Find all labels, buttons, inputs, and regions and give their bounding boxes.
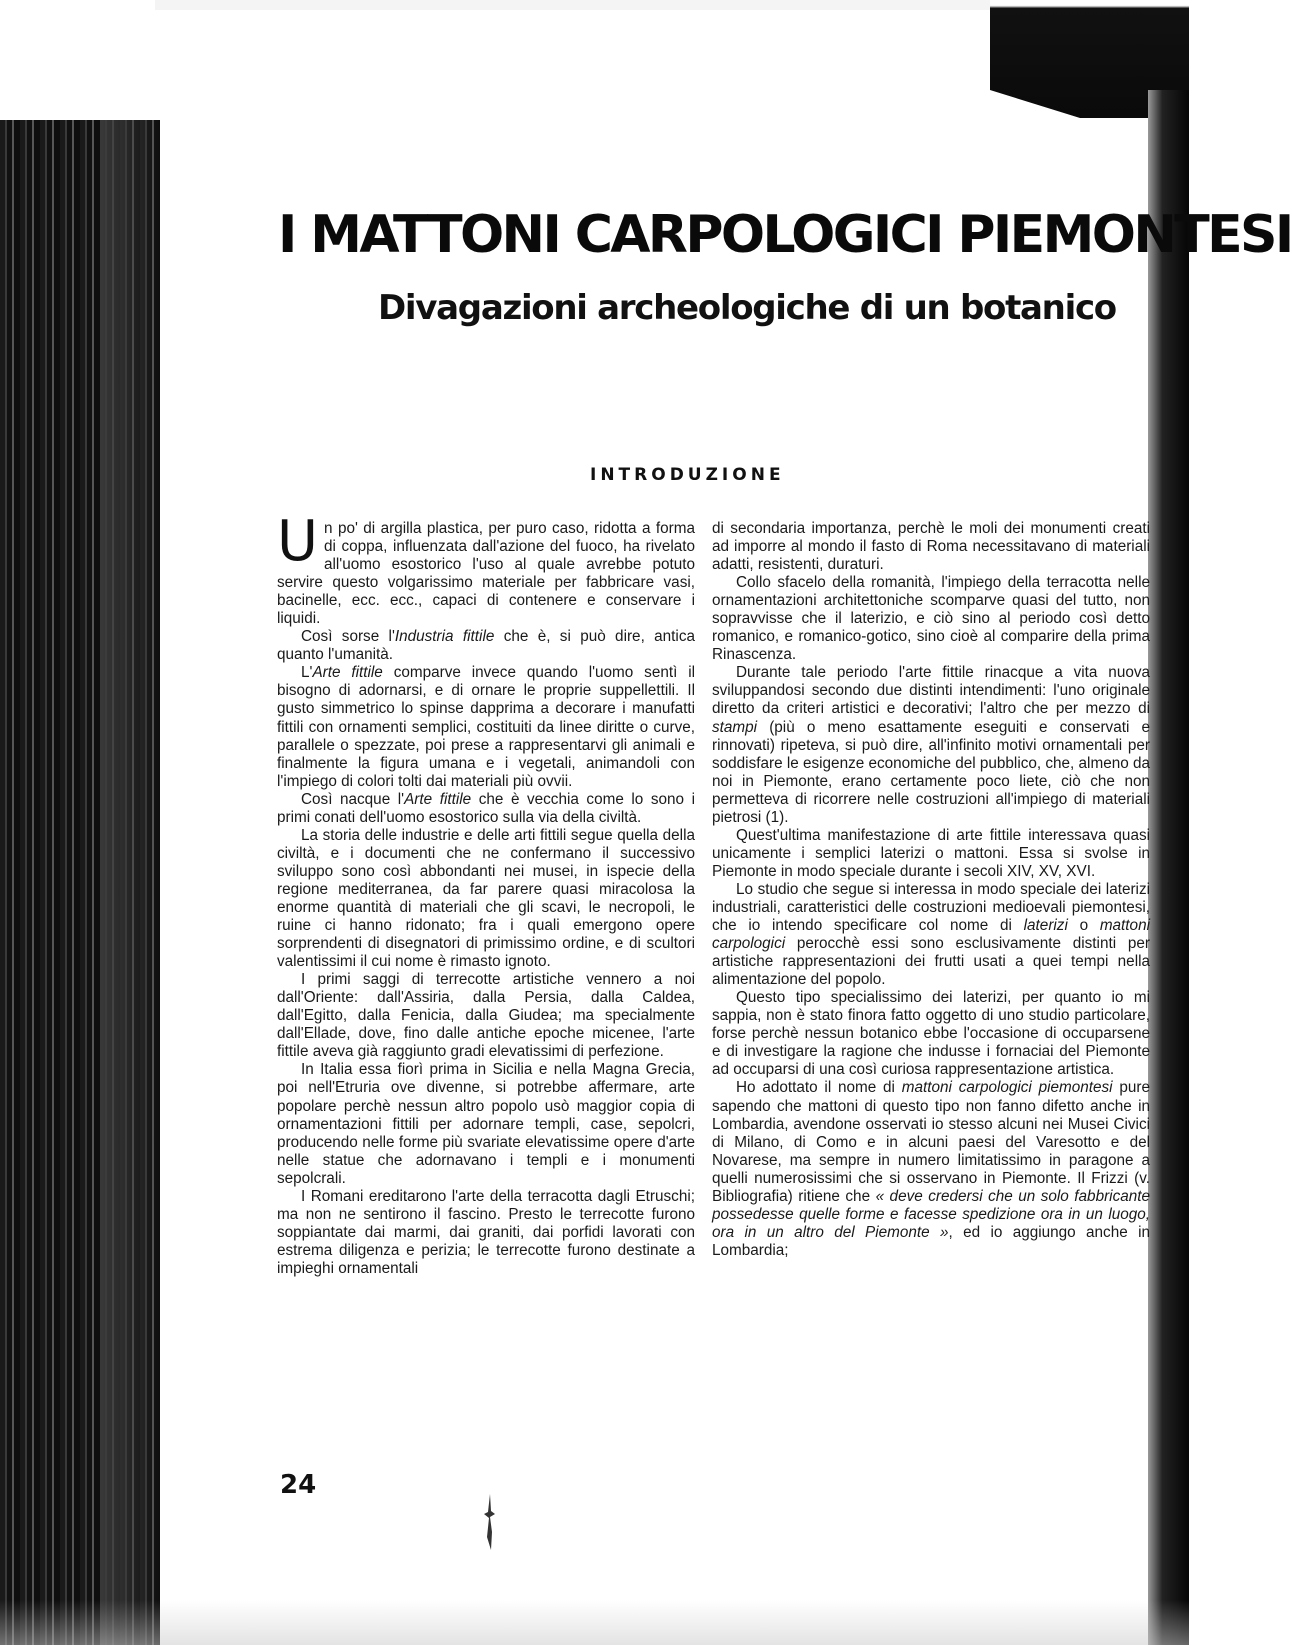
paragraph: La storia delle industrie e delle arti fittili segue quella della civiltà, e i documenti che ne confermano il successivo sviluppo sono così abbondanti nei musei, in ispecie della regione mediterranea, da far parere quasi miracolosa la enorme quantità di materiali che gli scavi, le necropoli, le ruine ci hanno ridonato; fra i quali emergono opere sorprendenti di disegnatori di primissimo ordine, e di scultori valentissimi il cui nome è rimasto ignoto. [277,826,695,971]
page-title: I MATTONI CARPOLOGICI PIEMONTESI [278,205,1292,265]
paragraph: Questo tipo specialissimo dei laterizi, per quanto io mi sappia, non è stato finora fatto oggetto di uno studio particolare, forse perchè nessun botanico ebbe l'occasione di occuparsene e di investigare la ragione che indusse i fornaciai del Piemonte ad occuparsi di una così curiosa rappresentazione artistica. [712,989,1150,1079]
paragraph-text: Così sorse l' [301,628,395,646]
scan-margin [0,0,160,135]
italic-term: mattoni carpologici piemontesi [901,1079,1113,1097]
scan-shadow [120,0,1189,118]
page-edge-shadow [1148,90,1189,1645]
italic-term: Industria fittile [394,628,495,646]
paragraph [277,509,695,628]
paragraph: In Italia essa fiorì prima in Sicilia e nella Magna Grecia, poi nell'Etruria ove divenne, si potrebbe affermare, arte popolare perchè nessun altro popolo usò maggior copia di ornamentazioni fittili per adornare templi, case, sepolcri, producendo nelle forme più svariate elevatissime opere d'arte nelle statue che adornavano i templi e i monumenti sepolcrali. [277,1061,695,1187]
paragraph: di secondaria importanza, perchè le moli dei monumenti creati ad imporre al mondo il fasto di Roma necessitavano di materiali adatti, resistenti, duraturi. [712,520,1150,574]
left-column [277,509,696,1278]
paragraph-text: L' [301,664,313,682]
paragraph-text: (più o meno esattamente eseguiti e conservati e rinnovati) ripeteva, si può dire, all'infinito motivi ornamentali per soddisfare le esigenze economiche del pubblico, che, almeno da noi in Piemonte, erano certamente poco liete, ciò che non permetteva di ricorrere nelle costruzioni all'impiego di materiali pietrosi (1). [712,718,1150,826]
italic-quote: « deve credersi che un solo fabbricante possedesse quelle forme e facesse spedizione ora in un luogo, ora in un altro del Piemonte » [712,1187,1150,1241]
paragraph [712,1079,1150,1259]
paragraph-text: che è, si può dire, antica quanto l'umanità. [277,628,695,664]
paragraph-text: , ed io aggiungo anche in Lombardia; [712,1223,1150,1259]
paragraph [712,664,1150,826]
paragraph-text: pure sapendo che mattoni di questo tipo non fanno difetto anche in Lombardia, avendone osservati io stesso alcuni nei Musei Civici di Milano, di Como e in alcuni paesi del Varesotto e del Novarese, ma sempre in numero limitatissimo in paragone a quelli numerosissimi che si osservano in Piemonte. Il Frizzi (v. Bibliografia) ritiene che [712,1079,1150,1205]
paragraph-text: Così nacque l' [301,790,405,808]
paragraph: I Romani ereditarono l'arte della terracotta dagli Etruschi; ma non ne sentirono il fascino. Presto le terrecotte furono soppiantate dai marmi, dai graniti, dai porfidi lavorati con estrema diligenza e perizia; le terrecotte furono destinate a impieghi ornamentali [277,1187,695,1277]
paragraph [277,791,695,827]
ink-smudge [478,1492,500,1552]
paragraph-text: Ho adottato il nome di [736,1079,902,1097]
paragraph-text: Lo studio che segue si interessa in modo speciale dei laterizi industriali, caratteristici delle costruzioni medioevali piemontesi, che io intendo specificare col nome di [712,880,1150,935]
page-subtitle: Divagazioni archeologiche di un botanico [378,288,1116,328]
drop-cap: U [277,509,318,574]
italic-term: Arte fittile [312,664,383,682]
paragraph-text: n po' di argilla plastica, per puro caso, ridotta a forma di coppa, influenzata dall'azione del fuoco, ha rivelato all'uomo esostorico l'uso al quale avrebbe potuto servire questo volgarissimo materiale per fabbricare vasi, bacinelle, ecc. ecc., capaci di contenere e conservare i liquidi. [277,520,695,628]
paragraph: I primi saggi di terrecotte artistiche vennero a noi dall'Oriente: dall'Assiria, dalla Persia, dalla Caldea, dall'Egitto, dalla Fenicia, dalla Giudea; ma specialmente dall'Ellade, dove, fino dalle antiche epoche micenee, l'arte fittile aveva già raggiunto gradi elevatissimi di perfezione. [277,971,695,1061]
paragraph [277,628,695,664]
paragraph-text: o [1067,917,1100,935]
binding-shadow [100,120,160,1645]
paragraph: Quest'ultima manifestazione di arte fittile interessava quasi unicamente i semplici laterizi o mattoni. Essa si svolse in Piemonte in modo speciale durante i secoli XIV, XV, XVI. [712,826,1150,880]
italic-term: stampi [712,718,758,736]
bottom-shade [0,1600,1189,1645]
paragraph [712,881,1150,989]
paragraph-text: Durante tale periodo l'arte fittile rinacque a vita nuova sviluppandosi secondo due distinti intendimenti: l'uno originale diretto da criteri artistici e decorativi; l'altro che per mezzo di [712,664,1150,718]
page-number: 24 [280,1470,317,1500]
italic-term: laterizi [1023,917,1068,935]
section-heading: INTRODUZIONE [590,465,785,485]
paragraph-text: perocchè essi sono esclusivamente distinti per artistiche rappresentazioni dei frutti usati a quei tempi nella alimentazione del popolo. [712,935,1150,989]
paragraph-text: che è vecchia come lo sono i primi conati dell'uomo esostorico sulla via della civiltà. [277,790,695,826]
paragraph: Collo sfacelo della romanità, l'impiego della terracotta nelle ornamentazioni architettoniche scomparve quasi del tutto, non sopravvisse che il laterizio, e ciò sino al periodo così detto romanico, e romanico-gotico, sino cioè al comparire della prima Rinascenza. [712,574,1150,664]
right-column [712,520,1150,1260]
paragraph [277,664,695,790]
paragraph-text: comparve invece quando l'uomo sentì il bisogno di adornarsi, e di ornare le proprie suppellettili. Il gusto simmetrico lo spinse dapprima a decorare i manufatti fittili con ornamenti semplici, costituiti da linee diritte o curve, parallele o spezzate, poi prese a rappresentarvi gli animali e finalmente la figura umana e i vegetali, animandoli con l'impiego di colori tolti dai materiali più ovvii. [277,664,696,790]
italic-term: mattoni carpologici [712,917,1150,953]
italic-term: Arte fittile [404,790,472,808]
